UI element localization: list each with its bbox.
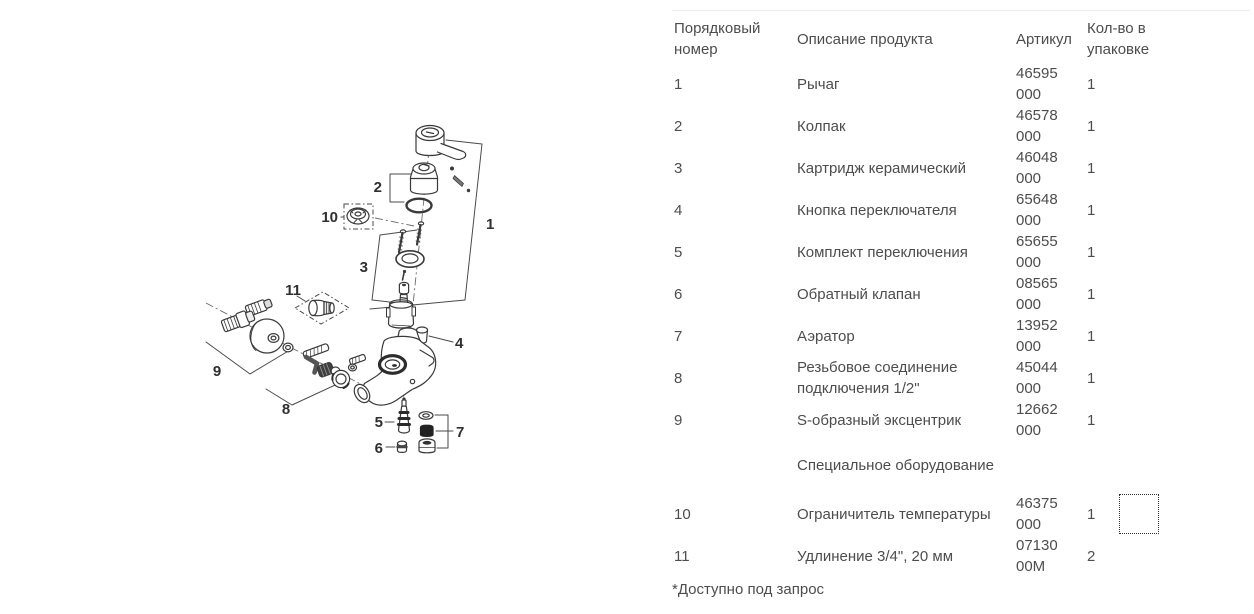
section-heading: Специальное оборудование (797, 456, 995, 474)
cell-number: 10 (674, 505, 691, 523)
callout-8: 8 (281, 401, 291, 418)
callout-6: 6 (374, 440, 383, 457)
cell-quantity: 1 (1087, 159, 1096, 177)
part-cartridge (387, 295, 416, 329)
cell-number: 8 (674, 369, 683, 387)
cell-number: 11 (674, 547, 690, 565)
callout-lines (206, 140, 482, 448)
cell-description: S-образный эксцентрик (797, 411, 962, 429)
cell-article: 45044 000 (1016, 359, 1058, 397)
table-row (672, 63, 1250, 105)
dashed-placeholder-box (1119, 494, 1159, 534)
cell-article: 12662 000 (1016, 401, 1058, 439)
part-small-fasteners (399, 270, 408, 294)
parts-table-wrap (672, 10, 1250, 600)
callout-11: 11 (285, 282, 301, 299)
col-header-number: Порядковый номер (674, 20, 761, 58)
cell-number: 2 (674, 117, 683, 135)
cell-quantity: 1 (1087, 243, 1096, 261)
cell-quantity: 1 (1087, 369, 1096, 387)
cell-description: Картридж керамический (797, 159, 967, 177)
table-row (672, 535, 1250, 577)
footnote: *Доступно под запрос (672, 581, 825, 598)
part-diverter-set (399, 397, 410, 433)
cell-description: Комплект переключения (797, 243, 968, 261)
callout-7: 7 (456, 424, 465, 441)
table-row (672, 399, 1250, 441)
cell-number: 5 (674, 243, 683, 261)
cell-description: Рычаг (797, 75, 840, 93)
cell-quantity: 2 (1087, 547, 1096, 565)
cell-quantity: 1 (1087, 117, 1096, 135)
part-cap (411, 163, 438, 194)
callout-2: 2 (373, 179, 382, 196)
col-header-article: Артикул (1016, 30, 1072, 48)
part-oring (407, 199, 432, 213)
cell-description: Удлинение 3/4", 20 мм (797, 547, 954, 565)
table-row (672, 105, 1250, 147)
cell-description: Обратный клапан (797, 285, 921, 303)
parts-table (672, 15, 1250, 577)
callout-4: 4 (455, 335, 464, 352)
cell-number: 1 (674, 75, 683, 93)
part-retaining-ring (396, 251, 424, 267)
table-row (672, 189, 1250, 231)
cell-article: 46375 000 (1016, 495, 1058, 533)
cell-description: Кнопка переключателя (797, 201, 957, 219)
table-row (672, 357, 1250, 399)
callout-1: 1 (486, 216, 495, 233)
cell-quantity: 1 (1085, 493, 1250, 535)
cell-article: 08565 000 (1016, 275, 1058, 313)
section-heading-row (672, 441, 1250, 489)
cell-article: 46048 000 (1016, 149, 1058, 187)
table-header-row (672, 15, 1250, 63)
cell-article: 65655 000 (1016, 233, 1058, 271)
cell-quantity: 1 (1087, 327, 1096, 345)
part-eccentrics (220, 297, 293, 353)
part-temperature-limiter (347, 208, 369, 224)
col-header-description: Описание продукта (797, 30, 933, 48)
cell-number: 9 (674, 411, 683, 429)
cell-number: 6 (674, 285, 683, 303)
cell-article: 46595 000 (1016, 65, 1058, 103)
callout-9: 9 (212, 363, 222, 380)
table-row (672, 231, 1250, 273)
part-extension (309, 300, 334, 315)
callout-5: 5 (374, 414, 383, 431)
table-row (672, 493, 1250, 535)
table-row (672, 315, 1250, 357)
cell-description: Резьбовое соединение подключения 1/2" (797, 359, 958, 397)
cell-quantity: 1 (1087, 201, 1096, 219)
part-check-valve (398, 441, 407, 452)
cell-quantity: 1 (1087, 411, 1096, 429)
cell-article: 65648 000 (1016, 191, 1058, 229)
part-connection-set (303, 343, 366, 388)
callout-3: 3 (359, 259, 368, 276)
part-aerator-set (419, 412, 435, 453)
table-row (672, 147, 1250, 189)
table-row (672, 273, 1250, 315)
cell-description: Колпак (797, 117, 846, 135)
callout-10: 10 (321, 209, 338, 226)
cell-number: 7 (674, 327, 683, 345)
cell-description: Аэратор (797, 327, 855, 345)
cell-description: Ограничитель температуры (797, 505, 991, 523)
cell-quantity: 1 (1087, 285, 1096, 303)
col-header-quantity: Кол-во в упаковке (1087, 20, 1150, 58)
cell-quantity: 1 (1087, 75, 1096, 93)
cell-number: 4 (674, 201, 683, 219)
cell-article: 07130 00M (1016, 537, 1058, 575)
cell-article: 13952 000 (1016, 317, 1058, 355)
cell-article: 46578 000 (1016, 107, 1058, 145)
cell-number: 3 (674, 159, 683, 177)
